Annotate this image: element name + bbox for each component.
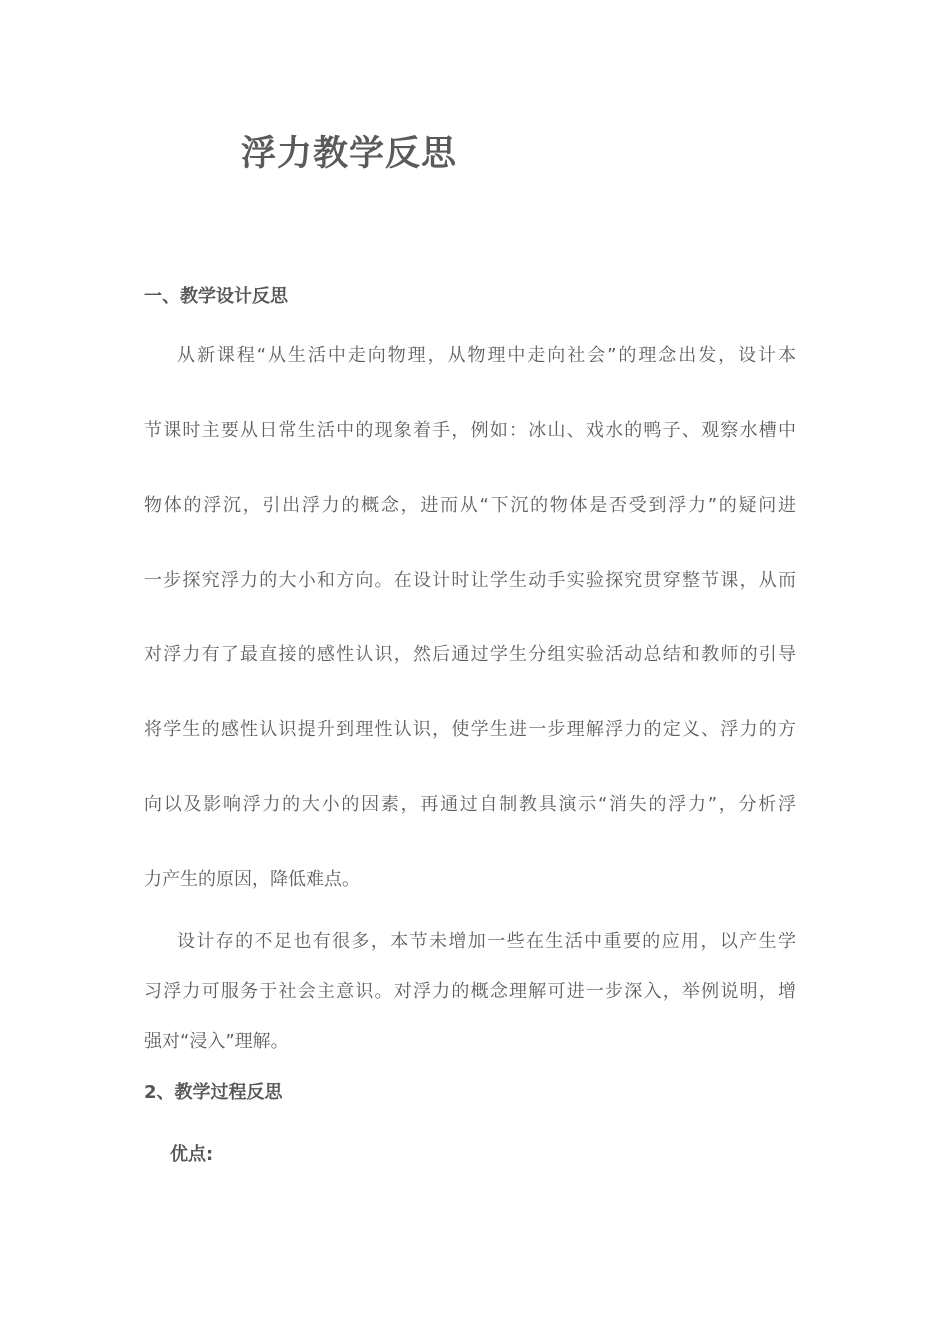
paragraph-line: 节课时主要从日常生活中的现象着手，例如：冰山、戏水的鸭子、观察水槽中 (144, 420, 796, 441)
paragraph-line: 力产生的原因，降低难点。 (144, 869, 360, 890)
paragraph-line: 物体的浮沉，引出浮力的概念，进而从“下沉的物体是否受到浮力”的疑问进 (144, 495, 796, 516)
section-heading-teaching-design: 一、教学设计反思 (144, 286, 288, 307)
paragraph-line: 从新课程“从生活中走向物理，从物理中走向社会”的理念出发，设计本 (177, 345, 796, 366)
sub-heading-advantages: 优点: (170, 1144, 214, 1165)
paragraph-line: 强对“浸入”理解。 (144, 1031, 289, 1052)
paragraph-line: 一步探究浮力的大小和方向。在设计时让学生动手实验探究贯穿整节课，从而 (144, 570, 796, 591)
paragraph-line: 习浮力可服务于社会主意识。对浮力的概念理解可进一步深入，举例说明，增 (144, 981, 796, 1002)
document-title: 浮力教学反思 (241, 134, 458, 174)
paragraph-line: 对浮力有了最直接的感性认识，然后通过学生分组实验活动总结和教师的引导 (144, 644, 796, 665)
paragraph-line: 向以及影响浮力的大小的因素，再通过自制教具演示“消失的浮力”，分析浮 (144, 794, 796, 815)
paragraph-line: 将学生的感性认识提升到理性认识，使学生进一步理解浮力的定义、浮力的方 (144, 719, 796, 740)
section-heading-teaching-process: 2、教学过程反思 (144, 1082, 283, 1103)
paragraph-line: 设计存的不足也有很多，本节未增加一些在生活中重要的应用，以产生学 (177, 931, 796, 952)
